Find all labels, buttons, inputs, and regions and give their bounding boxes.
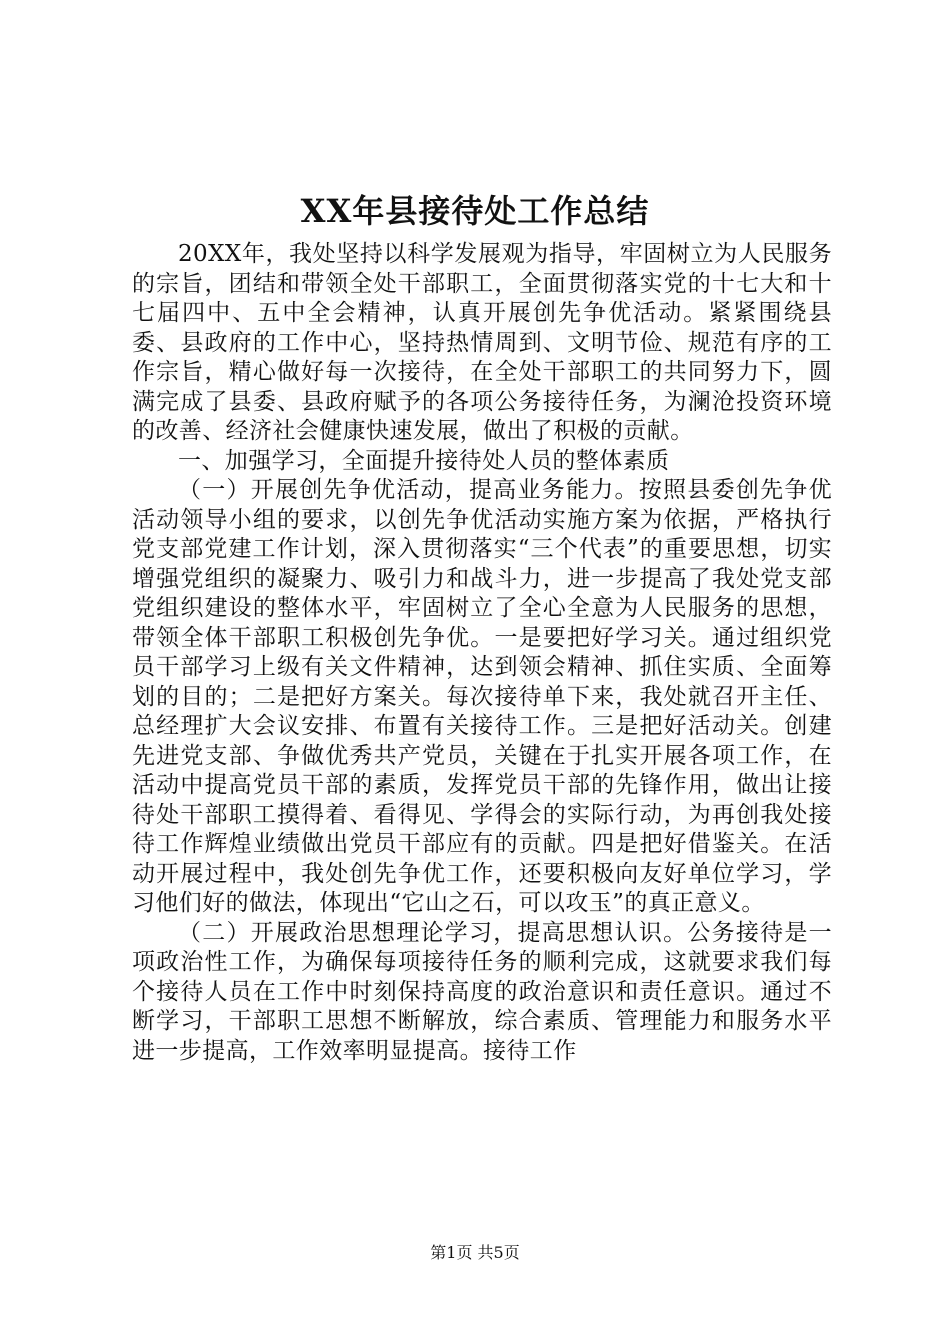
document-title: XX年县接待处工作总结: [300, 192, 650, 230]
paragraph-section-2: （二）开展政治思想理论学习，提高思想认识。公务接待是一项政治性工作，为确保每项接待任务的顺利完成，这就要求我们每个接待人员在工作中时刻保持高度的政治意识和责任意识。通过不断学习，干部职工思想不断解放，综合素质、管理能力和服务水平进一步提高，工作效率明显提高。接待工作: [132, 919, 832, 1064]
document-body: [132, 240, 832, 1066]
page-footer: 第1页 共5页: [430, 1243, 520, 1262]
paragraph-section-1: （一）开展创先争优活动，提高业务能力。按照县委创先争优活动领导小组的要求，以创先争优活动实施方案为依据，严格执行党支部党建工作计划，深入贯彻落实“三个代表”的重要思想，切实增强党组织的凝聚力、吸引力和战斗力，进一步提高了我处党支部党组织建设的整体水平，牢固树立了全心全意为人民服务的思想，带领全体干部职工积极创先争优。一是要把好学习关。通过组织党员干部学习上级有关文件精神，达到领会精神、抓住实质、全面筹划的目的；二是把好方案关。每次接待单下来，我处就召开主任、总经理扩大会议安排、布置有关接待工作。三是把好活动关。创建先进党支部、争做优秀共产党员，关键在于扎实开展各项工作，在活动中提高党员干部的素质，发挥党员干部的先锋作用，做出让接待处干部职工摸得着、看得见、学得会的实际行动，为再创我处接待工作辉煌业绩做出党员干部应有的贡献。四是把好借鉴关。在活动开展过程中，我处创先争优工作，还要积极向友好单位学习，学习他们好的做法，体现出“它山之石，可以攻玉”的真正意义。: [132, 477, 832, 916]
section-heading: 一、加强学习，全面提升接待处人员的整体素质: [178, 447, 670, 474]
paragraph-intro: 20XX年，我处坚持以科学发展观为指导，牢固树立为人民服务的宗旨，团结和带领全处干部职工，全面贯彻落实党的十七大和十七届四中、五中全会精神，认真开展创先争优活动。紧紧围绕县委、县政府的工作中心，坚持热情周到、文明节俭、规范有序的工作宗旨，精心做好每一次接待，在全处干部职工的共同努力下，圆满完成了县委、县政府赋予的各项公务接待任务，为澜沧投资环境的改善、经济社会健康快速发展，做出了积极的贡献。: [132, 241, 832, 444]
